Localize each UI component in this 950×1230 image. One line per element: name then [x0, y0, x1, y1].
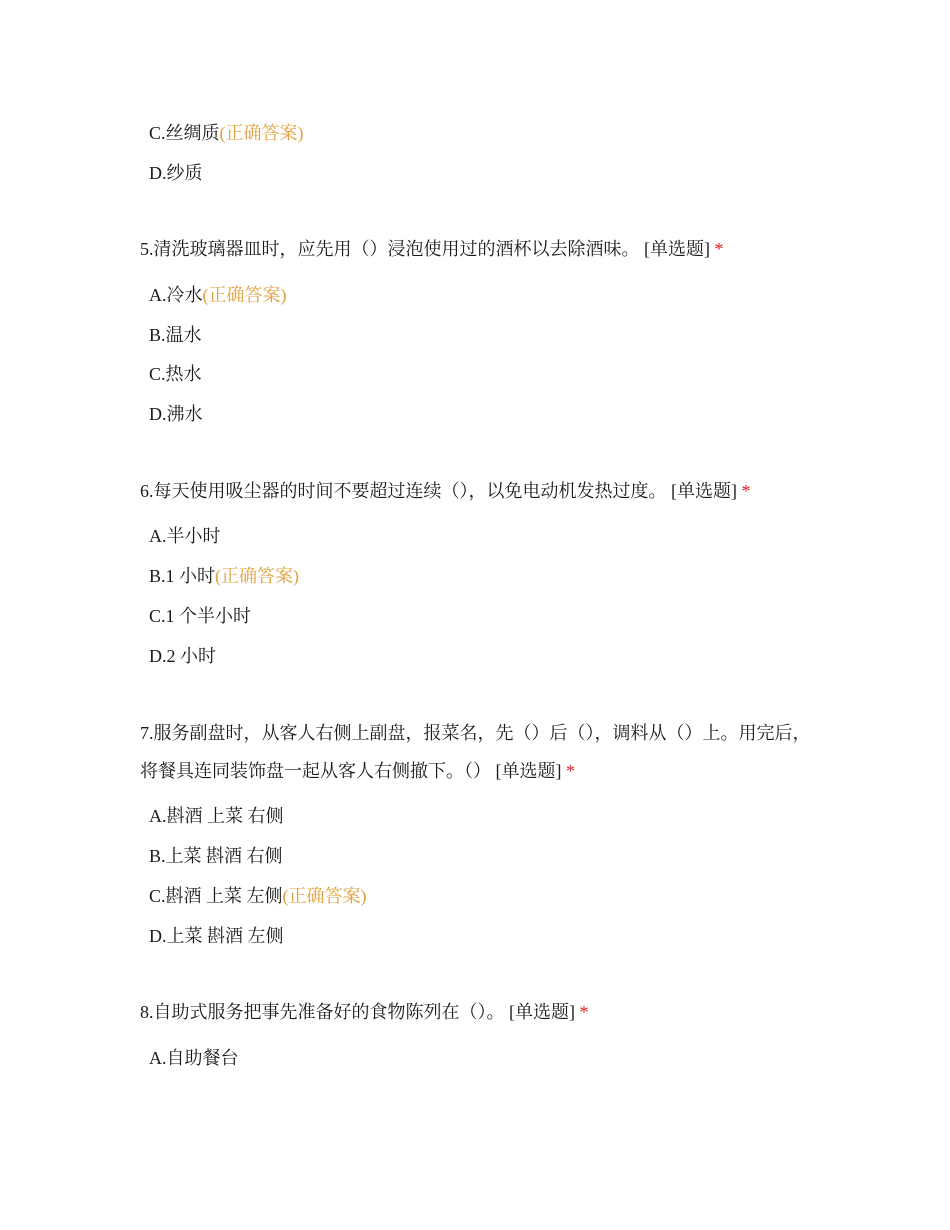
q7-option-d[interactable] [149, 924, 284, 948]
option-label: B.1 小时 [149, 566, 216, 586]
option-label: A.斟酒 上菜 右侧 [149, 806, 284, 826]
option-label: D.上菜 斟酒 左侧 [149, 926, 284, 946]
correct-answer-tag: (正确答案) [215, 566, 300, 586]
option-label: C.热水 [149, 364, 202, 384]
question-text: 8.自助式服务把事先准备好的食物陈列在（）。 [140, 1002, 505, 1022]
option-label: A.半小时 [149, 526, 221, 546]
option-label: C.1 个半小时 [149, 606, 252, 626]
correct-answer-tag: (正确答案) [202, 285, 287, 305]
q6-option-b[interactable] [149, 564, 299, 588]
option-label: A.自助餐台 [149, 1048, 239, 1068]
q5-option-c[interactable] [149, 362, 202, 386]
q8-option-a[interactable] [149, 1046, 239, 1070]
q6-option-c[interactable] [149, 604, 251, 628]
q6-option-d[interactable] [149, 644, 216, 668]
question-5-title [140, 230, 820, 268]
required-star: * [741, 481, 751, 501]
option-prev-c[interactable] [149, 121, 304, 145]
question-type-tag: [单选题] [671, 481, 737, 501]
required-star: * [579, 1002, 589, 1022]
question-type-tag: [单选题] [495, 761, 562, 781]
q7-option-b[interactable] [149, 844, 283, 868]
question-6-title [140, 472, 820, 510]
q5-option-b[interactable] [149, 323, 202, 347]
question-text: 5.清洗玻璃器皿时，应先用（）浸泡使用过的酒杯以去除酒味。 [140, 239, 640, 259]
q7-option-c[interactable] [149, 884, 367, 908]
option-prev-d[interactable] [149, 161, 203, 185]
q5-option-d[interactable] [149, 402, 203, 426]
option-label: B.温水 [149, 325, 202, 345]
question-type-tag: [单选题] [509, 1002, 575, 1022]
q6-option-a[interactable] [149, 524, 221, 548]
required-star: * [714, 239, 724, 259]
question-8-title [140, 993, 820, 1031]
question-text: 7.服务副盘时，从客人右侧上副盘，报菜名，先（）后（），调料从（）上。用完后，将餐具连同装饰盘一起从客人右侧撤下。（） [140, 723, 811, 781]
correct-answer-tag: (正确答案) [282, 886, 367, 906]
option-label: C.丝绸质 [149, 123, 220, 143]
q5-option-a[interactable] [149, 283, 287, 307]
option-label: D.2 小时 [149, 646, 216, 666]
option-label: D.沸水 [149, 404, 203, 424]
q7-option-a[interactable] [149, 804, 284, 828]
option-label: B.上菜 斟酒 右侧 [149, 846, 283, 866]
correct-answer-tag: (正确答案) [219, 123, 304, 143]
question-type-tag: [单选题] [644, 239, 710, 259]
option-label: C.斟酒 上菜 左侧 [149, 886, 283, 906]
option-label: A.冷水 [149, 285, 203, 305]
required-star: * [566, 761, 575, 781]
option-label: D.纱质 [149, 163, 203, 183]
question-text: 6.每天使用吸尘器的时间不要超过连续（），以免电动机发热过度。 [140, 481, 667, 501]
question-7-title [140, 714, 820, 790]
